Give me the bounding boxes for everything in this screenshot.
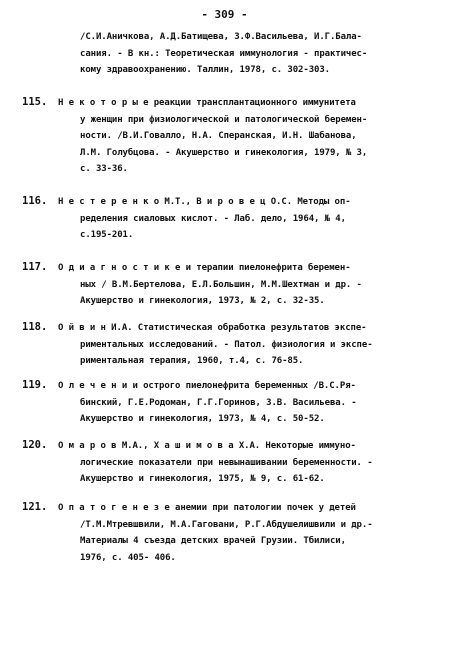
entry-number: 117. bbox=[22, 261, 48, 273]
entry-line: риментальная терапия, 1960, т.4, с. 76-85. bbox=[80, 356, 304, 367]
entry-line: у женщин при физиологической и патологической беремен- bbox=[80, 114, 368, 125]
entry-line: О п а т о г е н е з е анемии при патологии почек у детей bbox=[58, 503, 356, 513]
entry-line: /Т.М.Мтревшвили, М.А.Гаговани, Р.Г.Абдушелишвили и др.- bbox=[80, 519, 373, 530]
entry-number: 118. bbox=[22, 321, 48, 333]
entry-line: Акушерство и гинекология, 1973, № 4, с. 50-52. bbox=[80, 414, 325, 425]
entry-line: ных / В.М.Бертелова, Е.Л.Большин, М.М.Шехтман и др. - bbox=[80, 279, 362, 290]
entry-line: кому здравоохранению. Таллин, 1978, с. 302-303. bbox=[80, 65, 330, 76]
entry-line: ности. /В.И.Говалло, Н.А. Сперанская, И.Н. Шабанова, bbox=[80, 131, 357, 142]
entry-line: с. 33-36. bbox=[80, 164, 128, 175]
entry-line: с.195-201. bbox=[80, 230, 134, 241]
entry-line: О д и а г н о с т и к е и терапии пиелонефрита беремен- bbox=[58, 263, 351, 273]
entry-line: сания. - В кн.: Теоретическая иммунология - практичес- bbox=[80, 48, 368, 59]
entry-line: О л е ч е н и и острого пиелонефрита беременных /В.С.Ря- bbox=[58, 381, 356, 391]
entry-line: Материалы 4 съезда детских врачей Грузии. Тбилиси, bbox=[80, 536, 346, 547]
entry-line: Н е к о т о р ы е реакции трансплантационного иммунитета bbox=[58, 98, 356, 108]
entry-number: 121. bbox=[22, 501, 48, 513]
entry-number: 116. bbox=[22, 195, 48, 207]
entry-line: 1976, с. 405- 406. bbox=[80, 552, 176, 563]
entry-line: Акушерство и гинекология, 1975, № 9, с. 61-62. bbox=[80, 474, 325, 485]
entry-line: логические показатели при невынашивании беременности. - bbox=[80, 457, 373, 468]
entry-number: 115. bbox=[22, 96, 48, 108]
entry-number: 119. bbox=[22, 379, 48, 391]
entry-line: /С.И.Аничкова, А.Д.Батищева, З.Ф.Васильева, И.Г.Бала- bbox=[80, 32, 362, 42]
entry-line: Л.М. Голубцова. - Акушерство и гинекология, 1979, № 3, bbox=[80, 147, 368, 158]
page-number: - 309 - bbox=[201, 8, 248, 21]
entry-number: 120. bbox=[22, 439, 48, 451]
entry-line: Акушерство и гинекология, 1973, № 2, с. 32-35. bbox=[80, 296, 325, 307]
entry-line: Н е с т е р е н к о М.Т., В и р о в е ц О.С. Методы оп- bbox=[58, 197, 351, 207]
entry-line: риментальных исследований. - Патол. физиология и экспе- bbox=[80, 339, 373, 350]
entry-line: О й в и н И.А. Статистическая обработка результатов экспе- bbox=[58, 323, 367, 333]
entry-line: ределения сиаловых кислот. - Лаб. дело, 1964, № 4, bbox=[80, 213, 346, 224]
entry-line: О м а р о в М.А., Х а ш и м о в а Х.А. Некоторые иммуно- bbox=[58, 441, 356, 451]
entry-line: бинский, Г.Е.Родоман, Г.Г.Горинов, З.В. Васильева. - bbox=[80, 397, 357, 408]
